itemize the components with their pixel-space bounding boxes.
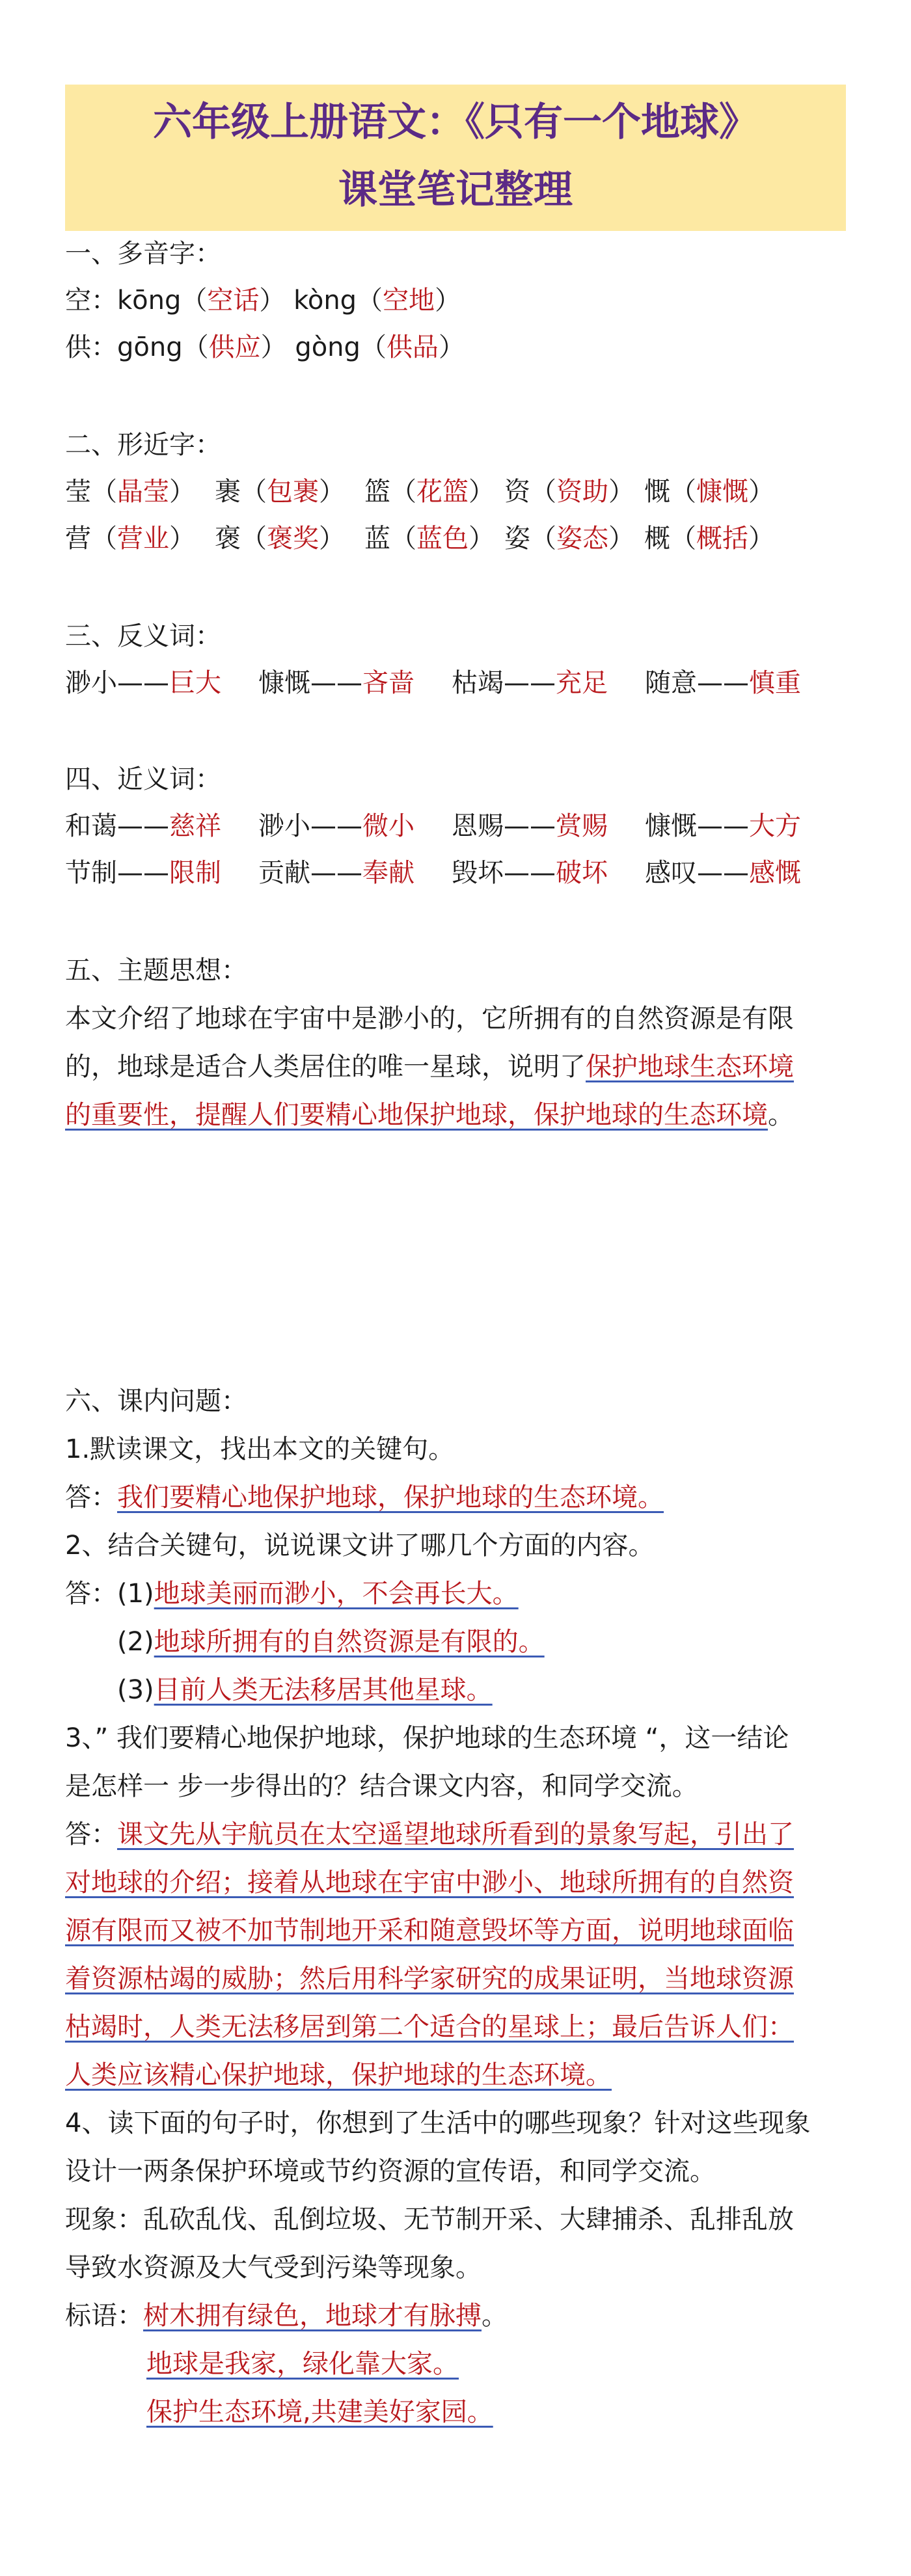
bracket: ） [435, 286, 461, 315]
bracket: ） [438, 332, 465, 362]
section-1-heading: 一、多音字： [65, 239, 221, 269]
answer-word: 供应 [208, 332, 261, 362]
theme-line-3: 的重要性，提醒人们要精心地保护地球，保护地球的生态环境。 [65, 1100, 794, 1130]
slogan-line-1: 标语：树木拥有绿色，地球才有脉搏。 [65, 2301, 508, 2331]
similar-chars-row-2 [65, 519, 774, 558]
question-4-line-2: 设计一两条保护环境或节约资源的宣传语，和同学交流。 [65, 2156, 716, 2186]
question-3-line-1: 3、” 我们要精心地保护地球，保护地球的生态环境 “，这一结论 [65, 1723, 789, 1753]
answer-2-item-3 [117, 1670, 493, 1710]
answer-word: 空话 [207, 286, 260, 315]
answer-label: 答： [65, 1483, 117, 1512]
synonym-pair: 渺小——微小 [258, 811, 415, 841]
pinyin: kōng（ [117, 286, 208, 315]
question-1: 1.默读课文，找出本文的关键句。 [65, 1434, 455, 1464]
answer-3-line-6: 人类应该精心保护地球，保护地球的生态环境。 [65, 2060, 612, 2090]
answer-2-item-2 [117, 1622, 545, 1661]
answer-3-line-4: 着资源枯竭的威胁；然后用科学家研究的成果证明，当地球资源 [65, 1964, 794, 1994]
synonym-pair: 节制——限制 [65, 858, 221, 888]
pinyin: gōng（ [117, 332, 209, 362]
antonym-pair: 渺小——巨大 [65, 668, 221, 698]
slogan-line-2 [146, 2344, 459, 2383]
answer-word: 供品 [386, 332, 439, 362]
answer-3-line-3: 源有限而又被不加节制地开采和随意毁坏等方面，说明地球面临 [65, 1916, 794, 1946]
theme-line-2: 的，地球是适合人类居住的唯一星球，说明了保护地球生态环境 [65, 1052, 794, 1082]
polyphone-char: 空： [65, 286, 117, 315]
answer-text: 地球所拥有的自然资源是有限的。 [154, 1627, 545, 1657]
phenomena-line-2: 导致水资源及大气受到污染等现象。 [65, 2253, 482, 2283]
polyphone-row-2 [65, 328, 465, 367]
theme-highlight: 的重要性，提醒人们要精心地保护地球，保护地球的生态环境 [65, 1100, 768, 1130]
synonyms-row-1 [65, 807, 801, 846]
synonym-pair: 慷慨——大方 [645, 811, 801, 841]
slogan-label: 标语： [65, 2301, 143, 2331]
title-banner [65, 85, 846, 231]
answer-3-line-2: 对地球的介绍；接着从地球在宇宙中渺小、地球所拥有的自然资 [65, 1868, 794, 1898]
question-2: 2、结合关键句，说说课文讲了哪几个方面的内容。 [65, 1531, 655, 1561]
antonym-pair: 枯竭——充足 [452, 668, 608, 698]
pinyin: ） gòng（ [260, 332, 387, 362]
pinyin: ） kòng（ [259, 286, 383, 315]
section-5-heading: 五、主题思想： [65, 956, 247, 986]
answer-3-line-1 [65, 1815, 794, 1854]
similar-char-item: 篮（花篮） [364, 477, 495, 507]
answer-3-line-5: 枯竭时，人类无法移居到第二个适合的星球上；最后告诉人们： [65, 2012, 794, 2042]
similar-chars-row-1 [65, 472, 774, 511]
answer-1 [65, 1478, 664, 1517]
answer-text: 目前人类无法移居其他星球。 [154, 1675, 493, 1705]
answer-word: 空地 [383, 286, 435, 315]
similar-char-item: 褒（褒奖） [215, 524, 345, 554]
theme-line-1: 本文介绍了地球在宇宙中是渺小的，它所拥有的自然资源是有限 [65, 1004, 794, 1034]
similar-char-item: 慨（慷慨） [644, 477, 774, 507]
synonym-pair: 恩赐——赏赐 [452, 811, 608, 841]
answer-text: 地球美丽而渺小，不会再长大。 [154, 1579, 519, 1609]
similar-char-item: 资（资助） [504, 477, 634, 507]
question-4-line-1: 4、读下面的句子时，你想到了生活中的哪些现象？针对这些现象 [65, 2108, 811, 2138]
similar-char-item: 营（营业） [65, 524, 195, 554]
item-number: (1) [117, 1579, 154, 1609]
slogan-line-3 [146, 2393, 493, 2432]
synonym-pair: 和蔼——慈祥 [65, 811, 221, 841]
answer-text: 我们要精心地保护地球，保护地球的生态环境。 [117, 1483, 664, 1512]
synonym-pair: 感叹——感慨 [645, 858, 801, 888]
similar-char-item: 概（概括） [644, 524, 774, 554]
answer-label: 答： [65, 1579, 117, 1609]
similar-char-item: 裹（包裹） [215, 477, 345, 507]
question-3-line-2: 是怎样一 步一步得出的？结合课文内容，和同学交流。 [65, 1771, 698, 1801]
antonym-pair: 随意——慎重 [645, 668, 801, 698]
antonym-pair: 慷慨——吝啬 [258, 668, 415, 698]
section-3-heading: 三、反义词： [65, 621, 221, 651]
title-line-2: 课堂笔记整理 [338, 167, 573, 213]
antonyms-row [65, 664, 801, 703]
slogan-text: 树木拥有绿色，地球才有脉搏 [143, 2301, 482, 2331]
answer-label: 答： [65, 1819, 117, 1849]
item-number: (3) [117, 1675, 154, 1705]
synonyms-row-2 [65, 853, 801, 892]
polyphone-row-1 [65, 281, 461, 320]
slogan-text: 保护生态环境,共建美好家园。 [146, 2397, 493, 2427]
similar-char-item: 姿（姿态） [504, 524, 634, 554]
slogan-text: 地球是我家，绿化靠大家。 [146, 2349, 459, 2379]
polyphone-char: 供： [65, 332, 117, 362]
similar-char-item: 蓝（蓝色） [364, 524, 495, 554]
theme-highlight: 保护地球生态环境 [586, 1052, 794, 1082]
synonym-pair: 毁坏——破坏 [452, 858, 608, 888]
synonym-pair: 贡献——奉献 [258, 858, 415, 888]
similar-char-item: 莹（晶莹） [65, 477, 195, 507]
answer-text: 课文先从宇航员在太空遥望地球所看到的景象写起，引出了 [117, 1819, 794, 1849]
phenomena-line-1: 现象：乱砍乱伐、乱倒垃圾、无节制开采、大肆捕杀、乱排乱放 [65, 2205, 794, 2234]
section-6-heading: 六、课内问题： [65, 1386, 247, 1416]
section-2-heading: 二、形近字： [65, 430, 221, 460]
title-line-1: 六年级上册语文：《只有一个地球》 [153, 100, 758, 145]
item-number: (2) [117, 1627, 154, 1657]
answer-2-item-1 [65, 1574, 519, 1613]
section-4-heading: 四、近义词： [65, 764, 221, 794]
